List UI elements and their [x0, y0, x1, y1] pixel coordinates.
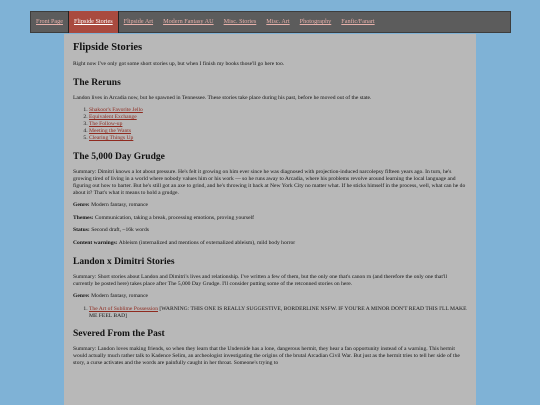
genre-value: Modern fantasy, romance — [91, 293, 149, 300]
nav-front-page[interactable]: Front Page — [36, 18, 63, 25]
severed-heading: Severed From the Past — [73, 329, 165, 340]
warnings-value: Ableism (internalized and mentions of externalized ableism), mild body horror — [118, 239, 296, 246]
genre-label: Genre: — [73, 293, 90, 300]
warnings-label: Content warnings: — [73, 239, 118, 246]
grudge-status — [73, 227, 468, 234]
story-warning: [WARNING: THIS ONE IS REALLY SUGGESTIVE, BORDERLINE NSFW. IF YOU'RE A MINOR DON'T READ THIS I'LL MAKE ME FEEL BAD] — [89, 305, 467, 319]
nav-misc-stories[interactable]: Misc. Stories — [223, 18, 257, 25]
page-title: Flipside Stories — [73, 42, 143, 53]
nav-flipside-art[interactable]: Flipside Art — [123, 18, 154, 25]
list-item — [89, 114, 468, 121]
reruns-heading: The Reruns — [73, 77, 121, 88]
landon-dimitri-summary: Summary: Short stories about Landon and Dimitri's lives and relationship. I've written a few of them, but the only one that's canon rn (and therefore the only one that'll currently be posted here) takes place after The 5,000 Day Grudge. I'll consider putting some of the retconned stories on here. — [73, 273, 448, 287]
main-content — [64, 34, 476, 405]
list-item — [89, 128, 468, 135]
themes-value: Communication, taking a break, processing emotions, proving yourself — [94, 214, 255, 221]
grudge-themes — [73, 215, 468, 222]
genre-value: Modern fantasy, romance — [91, 202, 149, 209]
top-nav — [30, 11, 511, 33]
nav-photography[interactable]: Photography — [299, 18, 332, 25]
reruns-description: Landon lives in Arcadia now, but he spawned in Tennessee. These stories take place during his past, before he moved out of the state. — [73, 94, 372, 101]
landon-dimitri-story-list — [73, 306, 468, 320]
list-item — [89, 306, 468, 320]
grudge-heading: The 5,000 Day Grudge — [73, 151, 165, 162]
landon-dimitri-genre — [73, 293, 468, 300]
story-link[interactable]: Clearing Things Up — [89, 134, 134, 141]
nav-modern-fantasy-au[interactable]: Modern Fantasy AU — [163, 18, 214, 25]
nav-fanfic-fanart[interactable]: Fanfic/Fanart — [341, 18, 375, 25]
story-link[interactable]: Shakoor's Favorite Jello — [89, 107, 143, 114]
themes-label: Themes: — [73, 214, 94, 221]
nav-flipside-stories[interactable]: Flipside Stories — [68, 11, 119, 33]
grudge-summary: Summary: Dimitri knows a lot about pressure. He's felt it growing on him ever since he was diagnosed with projection-induced narcolepsy fifteen years ago. In turn, he's growing tired of living in a world where nobody values him or his work — so he runs away to Arcadia, where his problems revolve around learning the local language and figuring out how to barter. But he's still got an axe to grind, and he's throwing it back at New York City no matter what. If he sticks himself in the process, well, what can he do about it? That's what it means to hold a grudge. — [73, 168, 466, 196]
status-value: Second draft, ~16k words — [91, 227, 149, 234]
page-intro: Right now I've only got some short stories up, but when I finish my books those'll go here too. — [73, 61, 285, 67]
reruns-story-list — [73, 107, 468, 141]
story-link[interactable]: The Art of Sublime Possession — [89, 305, 158, 312]
list-item — [89, 135, 468, 142]
landon-dimitri-heading: Landon x Dimitri Stories — [73, 256, 175, 267]
story-link[interactable]: The Follow-up — [89, 121, 123, 128]
list-item — [89, 121, 468, 128]
status-label: Status: — [73, 227, 90, 234]
genre-label: Genre: — [73, 202, 90, 209]
story-link[interactable]: Meeting the Wants — [89, 128, 132, 135]
list-item — [89, 107, 468, 114]
grudge-genre — [73, 202, 468, 209]
nav-misc-art[interactable]: Misc. Art — [266, 18, 290, 25]
story-link[interactable]: Equivalent Exchange — [89, 114, 137, 121]
severed-summary: Summary: Landon loves making friends, so when they learn that the Underside has a lone, dangerous hermit, they hear a fan opportunity instead of a warning. This hermit would actually much rather talk to Kadence Selim, an archeologist investigating the origins of the brutal Arcadian Civil War. But just as the hermit tries to tell her side of the story, a curse activates and the words are painfully caught in her throat. Someone's trying to — [73, 346, 460, 367]
grudge-warnings — [73, 240, 468, 247]
